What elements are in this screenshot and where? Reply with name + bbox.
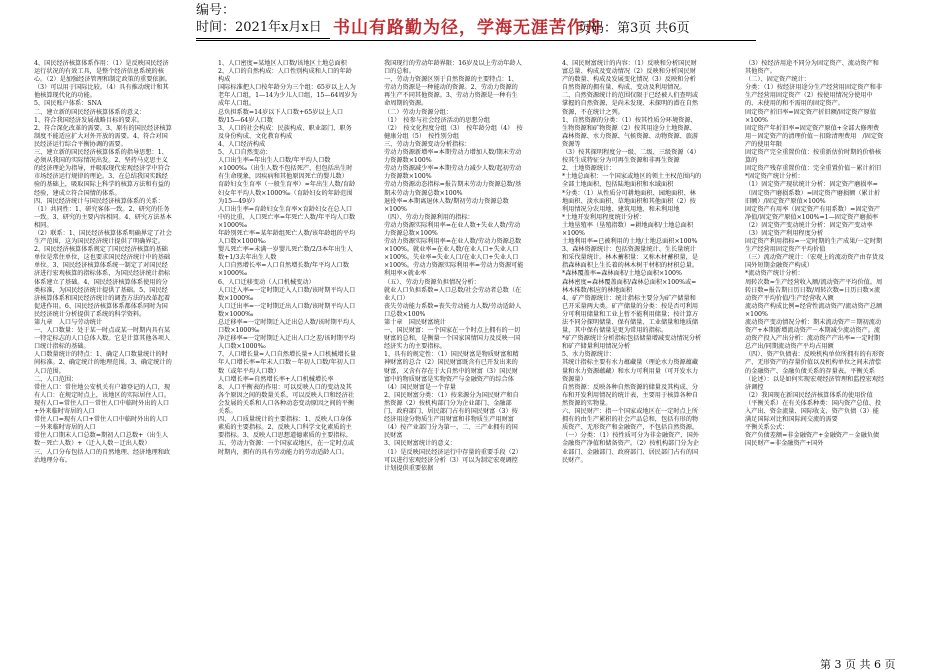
paragraph: 六、国民财产：指一个国家或地区在一定时点上所拥有的由生产累积的社会产品总和，包括有形的物质资产、无形资产和金融资产，不包括自然资源。 (562, 408, 699, 432)
paragraph: 固定资产利用指标=一定时期的生产成果/一定时期生产经营用固定资产平均价值 (745, 238, 883, 254)
paragraph: 森林密度=森林覆盖面积/森林总面积×100%或=林木株数/相应的林地面积 (562, 278, 697, 294)
paragraph: 1、人口密度=某地区人口数/该地区土地总面积 (218, 60, 347, 67)
paragraph: 现有人口=常住人口－常住人口中临时外出的人口+外来临时寄居的人口 (34, 399, 170, 416)
text-column-1 (34, 60, 174, 660)
paragraph: 常住人口=现有人口+常住人口中临时外出的人口－外来临时寄居的人口 (34, 416, 169, 432)
text-column-3 (384, 60, 524, 660)
paragraph: 五、劳动力资源：一个国家或地区，在一定时点或时期内，拥有的具有劳动能力的劳动适龄人口。 (218, 440, 355, 456)
paragraph: *流动资产统计分析： (745, 270, 804, 278)
paragraph: 1、符合我国经济发展战略目标的要求。 (34, 116, 144, 124)
paragraph: 5、国民账户体系：SNA (34, 100, 102, 108)
paragraph: 人口迁出率=一定时期迁出人口数/该时期平均人口数×1000‰ (218, 302, 356, 318)
paragraph: *森林覆盖率=森林面积/土地总面积×100% (562, 270, 682, 278)
paragraph: 劳动力资源动态指标=报告期末劳动力资源总数/基期末劳动力资源总数×100% (384, 181, 522, 197)
header-page-info: 页码：第3页 共6页 (578, 21, 690, 36)
paragraph: 固定资产有用率（固定资产有用系数）=固定资产净值/固定资产原值×100%=1—固定资产磨损率 (745, 205, 881, 221)
paragraph: 人口迁入率=一定时期迁入人口数/该时期平均人口数×1000‰ (218, 286, 356, 302)
paragraph: （2） 按文化程度分组（3） 按年龄分组（4） 按健康分组（5） 按性别分组 (384, 124, 523, 140)
paragraph: 婴儿死亡率=未满一岁婴儿死亡数/2/3本年出生人数+1/3去年出生人数 (218, 246, 353, 262)
paragraph: 二、自然资源统计的范围仅限于已经被人们查明或掌握的自然资源，是尚未发现、未探明的潜在自然资源，不在统计之列。 (562, 92, 699, 116)
paragraph: 我国现行的劳动年龄界限：16岁及以上劳动年龄人口的总和。 (384, 60, 522, 76)
paragraph: 二、建立新的国民经济核算体系的意义： (34, 108, 146, 116)
paragraph: 四、国民经济统计与国民经济核算体系的关系：（1）共同性：1、研究客体一致。2、研究的任务一致。3、研究的主要内容相同。4、研究方法基本相同。 (34, 197, 172, 229)
header-meta (196, 2, 322, 36)
paragraph: 常住人口期末人口总数=期初人口总数+（出生人数－死亡人数）+（迁入人数－迁出人数） (34, 432, 169, 448)
paragraph: 总负担系数=14岁以下人口数+65岁以上人口数/15—64岁人口数 (218, 108, 344, 124)
paragraph: 一、人口数量：处于某一时点或某一时期内具有某一特定标志的人口总体人数。它是计算其他各项人口统计指标的基础。 (34, 327, 171, 351)
paragraph: 三、建立新的国民经济核算体系的指导思想：1、必须从我国的实际情况出发。2、坚持马克思主义的经济理论为指导，并吸取现代宏观经济学中符合市场经济运行规律的理论。3、在总结我国实践经验的基础上，吸取国际上科学的核算方法和有益的经验，建成立符合国情的体系。 (34, 149, 171, 197)
paragraph: （1） 按参与社会经济活动的思想分组 (384, 116, 491, 124)
paragraph: 就业人口负担系数=人口总数/社会劳动者总数（在业人口） (384, 286, 522, 302)
paragraph: 4、矿产资源统计：统计指标主要分为矿产储量和已开采量两大类。矿产储量的分类：按是否可利用分可利用储量和工业上暂不能利用储量；按计算方法不同分探明储量、保有储量、工业储量和地质储量，其中保有储量是更为常用的指标。 (562, 294, 699, 335)
paragraph: 第九章 人口与劳动统计 (34, 319, 103, 326)
paragraph: 5、人口自然变动： (218, 149, 272, 157)
paragraph: （3）按其探明程度分一级、二级、三级资源（4）按其生成特征分为可再生资源和非再生资源 (562, 149, 700, 165)
paragraph: 2、国民财富分类：（1）按来源分为国民财产和自然资源（2）按机构部门分为企业部门、金融部门、政府部门、居民部门占有的国民财富（3）按经济用途分物质生产用财富和非物质生产用财富（4）按产业部门分为第一、二、三产业拥有的国民财富 (384, 391, 519, 440)
paragraph: 育龄妇女生育率（一般生育率）=年出生人数/育龄妇女年平均人数×1000‰（育龄妇女的年龄范围为15—49岁） (218, 181, 356, 205)
paragraph: 固定资产年折旧率=固定资产原值+全部大修理费用－固定资产的清理价值－扣除清理费用 /固定资产的使用年限 (745, 124, 884, 148)
header-underline (196, 38, 330, 39)
paragraph: 7、人口增长量=人口自然增长量+人口机械增长量 (218, 351, 357, 359)
paragraph: 6、人口迁移变动（人口机械变动） (218, 278, 315, 286)
paragraph: （二）劳动力资源分组： (384, 108, 453, 116)
paragraph: 固定资产残存重置价值：完全重置价值－累计折旧 (745, 165, 882, 173)
paragraph: （1）是反映国民经济运行中存量的重要手段（2）可以进行宏观经济分析（3）可以为制定宏观调控计划提供重要依据 (384, 448, 522, 472)
paragraph: 固定资产完全重置价值：按重新估价时期的价格核算的 (745, 149, 882, 165)
text-column-4 (562, 60, 702, 660)
paragraph: 劳动力资源减少率=本期劳动力减少人数/起初劳动力资源数×100% (384, 165, 522, 181)
paragraph: 资产负债差额=非金融资产+金融资产－金融负债 国民财产=非金融资产+国外 (745, 432, 892, 448)
paragraph: 丧失劳动能力系数=丧失劳动能力人数/劳动适龄人口总数×100% (384, 302, 522, 318)
paragraph: 4、人口经济构成 (218, 140, 266, 148)
paragraph: 8、人口平衡表的作用：可以反映人口的变动及其各个原因之间的数量关系，可以反映人口和经济社会发展的关系和人口各种动态变动原因之间的平衡关系。 (218, 383, 355, 416)
paragraph: 1、自然资源的分类：（1）按其性质分环境资源、生物资源和矿物资源（2）按其用途分土地资源、森林资源、水力资源、气候资源、动物资源、旅游资源等 (562, 116, 699, 148)
text-column-5 (745, 60, 892, 660)
motto: 书山有路勤为径，学海无涯苦作舟 (333, 18, 603, 38)
paragraph: 土地利用率=已被利用的土地/土地总面积×100% (562, 238, 698, 246)
paragraph: 固定资产折旧率=固定资产折旧额/固定资产原值×100% (745, 108, 877, 124)
paragraph: （2）固定资产变动统计分析：固定资产变动率 (745, 221, 873, 229)
paragraph: 净迁移率=一定时期迁入迁出人口之差/该时期平均人口数×1000‰ (218, 335, 356, 351)
paragraph: 人口出生率=育龄妇女生育率×育龄妇女在总人口中的比重，人口死亡率=年死亡人数/年平均人口数×1000‰ (218, 205, 356, 229)
time-label: 时间：2021年x月x日 (196, 20, 322, 35)
paragraph: 三、劳动力资源变动分析指标： (384, 140, 471, 148)
paragraph: （四）、资产负债表：反映机构单位所拥有的有形资产、无形资产的存量价值以及机构单位之间未清偿的金融资产、金融负债关系的存量表。平衡关系（论述）：以是如何实现宏观经济管理和监控宏观经济调控 (745, 351, 885, 391)
paragraph: 4、国民经济核算体系作用：（1）是反映国民经济运行状况的有效工具，是整个经济信息系统的核心。（2）是加强经济管理和制定政策的重要依据。（3）可以用于国际比较。（4）具有推动统计和其他核算现代化的功能。 (34, 60, 171, 100)
paragraph: （四）、劳动力资源利用的指标： (384, 213, 474, 221)
paragraph: 4、国民财富统计的内容：（1）反映和分析国民财富总量、构成及变动情况（2）反映和分析国民财产的数量、构成及发展变化情况（3）反映和分析自然资源的拥有量、构成、变动及利用情况。 (562, 60, 697, 92)
paragraph: （五）、劳动力资源负担情况分析： (384, 278, 480, 286)
paragraph: 常住人口：常住地公安机关有户籍登记的人口，现有人口：在规定时点上，该地区的实际居住人口。 (34, 383, 171, 399)
paragraph: 1、具有的规定性：（1）国民财富是物质财富和精神财富的总合（2）国民财富既含有已开发出来的财富，又含有存在于大自然中的财富（3）国民财富中的物质财富是实物资产与金融资产的综合体（4）国民财富是一个存量 (384, 351, 519, 391)
paragraph: 一、劳动力资源区别于自然资源的主要特点：1、劳动力资源是一种能动的资源。2、劳动力资源的再生产不同其他资源。3、劳动力资源是一种有生命周期的资源。 (384, 76, 518, 108)
paragraph: 劳动力资源新增率=本期劳动力增加人数/期末劳动力资源数×100% (384, 149, 522, 165)
paragraph: 5、水力资源统计： (562, 351, 616, 359)
text-column-2 (218, 60, 358, 660)
paragraph: 第十章 国民财富统计 (384, 319, 446, 326)
paragraph: 国际标准把人口按年龄分为三个组：65岁以上人为老年人口组，1—14为少儿人口组，15—64周岁为成年人口组。 (218, 84, 357, 108)
paragraph: （二）、固定资产统计： (745, 76, 810, 84)
paragraph: （一）分类：（1）按性质可分为非金融资产、国外金融资产净值和储备资产。（2）按机构部门分为企业部门、金融部门、政府部门、居民部门占有的国民财产。 (562, 432, 699, 464)
paragraph: 其统计指标主要有水力蕴藏量（理论水力资源蕴藏量和水力资源蕴藏）和水力可利用量（可开发水力资源量） (562, 359, 699, 383)
paragraph: 退役率=本期离退休人数/期初劳动力资源总数×100% (384, 197, 509, 213)
paragraph: 3、森林资源统计：包括资源量统计、生长量统计和采伐量统计。林木蓄积量：又称木材蓄积量，是指森林面积上生长着的林木树干材积的材积总量。 (562, 246, 699, 270)
paragraph: *土地总面积：一个国家或地区的领土主权范围内的全部土地面积，包括陆地面积和水域面积 (562, 173, 702, 189)
paragraph: 土地垦殖率（垦殖指数）=耕地面积/土地总面积×100% (562, 221, 694, 237)
paragraph: 2、符合深化改革的需要。3、原有的国民经济核算制度不能适应扩大对外开放的需要。4、符合对国民经济运行综合平衡协调的需要。 (34, 124, 172, 148)
number-label: 编号： (196, 3, 236, 18)
header-divider (196, 40, 756, 41)
paragraph: 一、国民财富：一个国家在一个时点上拥有的一切财富的总和，是衡量一个国家国情国力及反映一国经济实力的主要指标。 (384, 327, 521, 351)
paragraph: *土地开发利用程度统计分析： (562, 213, 646, 221)
paragraph: （2）联系：1、国民经济核算体系明确界定了社会生产范围，这为国民经济统计提供了明确界定。2、国民经济核算体系规定了国民经济核算的基础单位是常住单位，这也要求国民经济统计中的基础单位。3、国民经济核算体系统一制定了对国民经济进行宏观核算的指标体系，为国民经济统计指标体系建立了基础。4、国民经济核算体系使用的分类标准，为国民经济统计提供了基础。5、国民经济核算体系和国民经济统计的调查方法的改革起着促进作用。6、国民经济核算体系都体系同时为国民经济统计分析提供了系统的科学资料。 (34, 229, 172, 318)
paragraph: *矿产资源统计分析指标包括储量增减变动情况分析和矿产储量利用情况分析 (562, 335, 702, 351)
paragraph: 三、人口分布包括人口的自然地理、经济地理和政治地理分布。 (34, 448, 171, 464)
paragraph: 人口数量统计的特点：1、确定人口数量统计的时间标准。2、确定统计的地理范围。3、确定统计的人口范围。 (34, 351, 172, 375)
paragraph: （1）固定资产现状统计分析：固定资产磨损率=（固定资产磨损系数）=固定资产磨损额（累计折旧额）/固定资产原值×100% (745, 181, 881, 205)
page-footer: 第 3 页 共 6 页 (820, 658, 896, 671)
paragraph: 人口自然增长率=人口自然增长数/年平均人口数×1000‰ (218, 262, 350, 278)
paragraph: 平衡关系公式： (745, 424, 789, 432)
paragraph: 劳动力资源实际利用率=在业人数/劳动力资源总数×100%。就业率=在业人数/在业人口+失业人口×100%。失业率=失业人口/在业人口+失业人口×100%。劳动力资源实际利用率=劳动力资源可能利用率×就业率 (384, 238, 524, 278)
paragraph: 总迁移率=一定时期迁入迁出总人数/该时期平均人口数×1000‰ (218, 319, 356, 335)
paragraph: 分类：（1）按经济用途分生产经营用固定资产和非生产经营用固定资产（2）按使用情况分使用中的、未使用的和不需用的固定资产。 (745, 84, 882, 108)
paragraph: 人口出生率=年出生人口数/年平均人口数×1000‰（出生人数不包括死产，但包括出生时有生命现象，因疾病和其他原因死亡的婴儿数） (218, 157, 353, 181)
paragraph: （3）按经济用途不同分为固定资产、流动资产和其他资产。 (745, 60, 879, 76)
paragraph: 年人口增长率=年末人口数－年初人口数/年初人口数（或年平均人口数） (218, 359, 356, 375)
paragraph: 流动资产构成比例=经营性流动资产/流动资产总额×100% (745, 302, 883, 318)
paragraph: 劳动力资源实际利用率=在业人数+失业人数/劳动力资源总数×100% (384, 221, 521, 237)
paragraph: （2）我国现在新国民经济核算体系的使用价值（平衡关系）在有关体系种类：国内资产总值、投入产出、资金流量、国际收支、资产负债（3）能满足国际对比和国际间交流的需要 (745, 391, 882, 424)
paragraph: 2、土地资源统计： (562, 165, 616, 173)
paragraph: *分类：（1）从性质分可耕地面积、园地面积、林地面积、淡水面积、草地面积和其他面积（2）按利用情况分农用地、建筑用地、和未利用地 (562, 189, 696, 213)
paragraph: 3、国民财富统计的意义： (384, 440, 456, 448)
paragraph: 3、人口的社会构成：民族构成、职业部门、职务及身份构成、文化教育构成 (218, 124, 352, 140)
paragraph: （三）流动资产统计：（宏观上的流动资产由存货及国外短期金融资产构成） (745, 254, 885, 270)
paragraph: 流动资产变动情况分析：期末流动资产＝期初流动资产+本期新增流动资产－本期减少流动资产。流动资产投入产出分析：流动资产产出率=一定时期总产出/同期流动资产平均占用额 (745, 319, 882, 351)
paragraph: （3）固定资产利用程度分析 (745, 229, 824, 237)
page-header (0, 0, 950, 52)
paragraph: 2、人口的自然构成：人口性别构成和人口的年龄构成 (218, 68, 352, 84)
paragraph: 人口增长率=自然增长率+人口机械增长率 (218, 375, 334, 383)
paragraph: 周转次数=生产经营收入额/流动资产平均价值。周转日数=报告期日历日数/周转次数=日历日数×流动资产平均价值/生产经营收入额 (745, 278, 883, 302)
paragraph: 年龄别死亡率=某年龄组死亡人数/该年龄组的平均人口数×1000‰ (218, 229, 356, 246)
paragraph: 自然资源：反映各种自然资源的储量及其构成、分布和开发利用情况的统计表，主要用于核算各种自然资源的实物量。 (562, 383, 699, 407)
paragraph: 二、人口范围： (34, 375, 78, 383)
paragraph: *固定资产统计分析： (745, 173, 804, 181)
paragraph: 四、人口质量统计的主要指标：1、反映人口身体素质的主要指标。2、反映人口科学文化素质的主要指标。3、反映人口思想道德素质的主要指标。 (218, 416, 352, 440)
